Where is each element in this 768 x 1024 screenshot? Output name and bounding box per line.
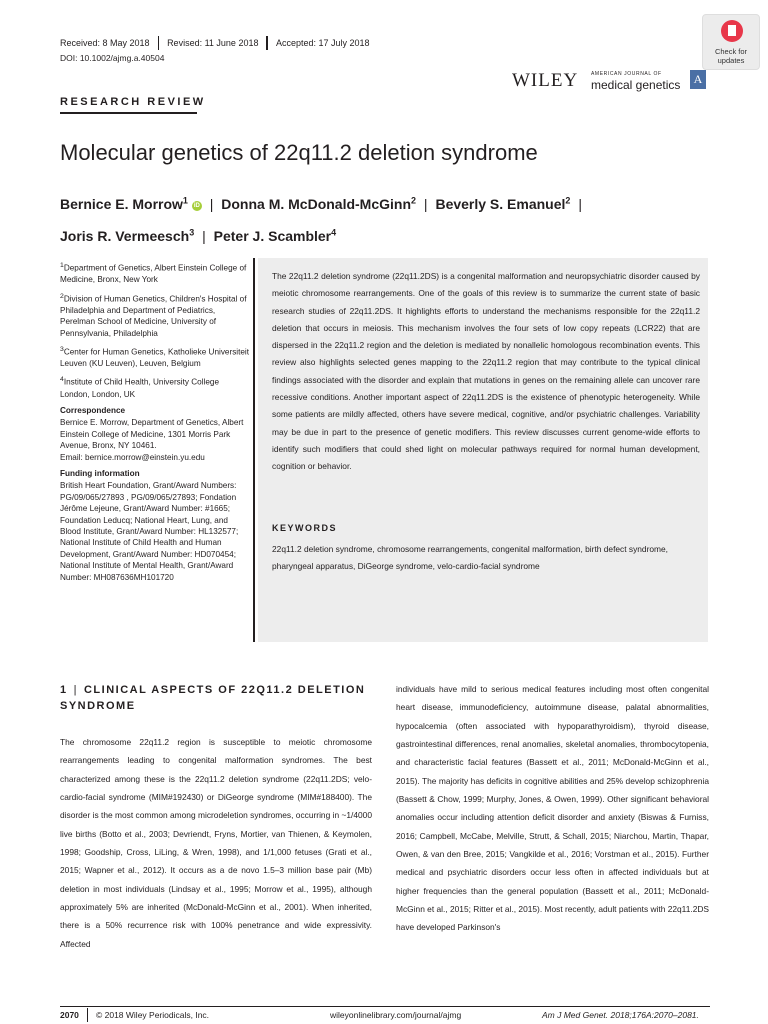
- author[interactable]: Donna M. McDonald-McGinn$^2$: [221, 195, 417, 212]
- author[interactable]: Bernice E. Morrow$^1$: [60, 195, 188, 212]
- affiliation: $^4$Institute of Child Health, University College London, London, UK: [60, 376, 219, 399]
- received-date: Received: 8 May 2018: [60, 38, 150, 48]
- author[interactable]: Peter J. Scambler$^4$: [213, 227, 337, 245]
- affiliation: $^2$Division of Human Genetics, Children's Hospital of Philadelphia and Department of Pediatrics, Perelman School of Medicine, University of Pennsylvania, Philadelphia: [60, 292, 247, 338]
- section-rule: [60, 112, 197, 114]
- article-dates: [60, 36, 370, 50]
- correspondence-email[interactable]: Email: bernice.morrow@einstein.yu.edu: [60, 452, 205, 462]
- publisher-logo: WILEY: [512, 70, 579, 91]
- funding-text: British Heart Foundation, Grant/Award Numbers: PG/09/065/27893 , PG/09/065/27893; Fondation Jérôme Lejeune, Grant/Award Number: #1665; Foundation Leducq; National Heart, Lung, and Blood Institute, Grant/Award Number: HL132577; National Institute of Child Health and Human Development, Grant/Award Number: HD070454; National Institute of Mental Health, Grant/Award Number: MH087636MH101720: [60, 481, 239, 582]
- section-separator: |: [73, 684, 78, 696]
- section-type: RESEARCH REVIEW: [60, 96, 206, 108]
- section-title: CLINICAL ASPECTS OF 22Q11.2 DELETION SYNDROME: [60, 684, 366, 712]
- accepted-date: Accepted: 17 July 2018: [275, 38, 370, 48]
- journal-mark: A: [690, 70, 706, 89]
- keywords-text: 22q11.2 deletion syndrome, chromosome rearrangements, congenital malformation, birth defect syndrome, pharyngeal apparatus, DiGeorge syndrome, velo-cardio-facial syndrome: [272, 544, 668, 572]
- section-heading: [60, 682, 370, 714]
- keywords-heading: KEYWORDS: [272, 523, 338, 533]
- author-separator: |: [209, 195, 214, 212]
- date-divider: [266, 36, 268, 50]
- body-column-right: individuals have mild to serious medical features including most often congenital heart disease, immunodeficiency, autoimmune disease, palatal abnormalities, hypocalcemia (often associated with hypoparathyroidism), thyroid disease, gastrointestinal differences, renal anomalies, skeletal anomalies, thrombocytopenia, and characteristic facial features (Bassett et al., 2011; McDonald-McGinn et al., 2015). The majority has deficits in cognitive abilities and 25% develop schizophrenia (Bassett & Chow, 1999; Murphy, Jones, & Owen, 1999). Other significant behavioral anomalies occur including attention deficit disorder and anxiety (Biswas & Furniss, 2016; Campbell, McCabe, Melville, Strutt, & Schall, 2015; Niarchou, Martin, Thapar, Owen, & van den Bree, 2015; Vangkilde et al., 2016; Vorstman et al., 2015). Further medical and psychiatric disorders occur less often in affected individuals but at higher frequencies than the general population (Bassett et al., 2011; McDonald-McGinn et al., 2015; Ritter et al., 2015). Most recently, adult patients with 22q11.2DS have developed Parkinson's: [396, 684, 709, 933]
- date-divider: [158, 36, 160, 50]
- doi[interactable]: DOI: 10.1002/ajmg.a.40504: [60, 53, 165, 63]
- journal-name: medical genetics: [591, 78, 681, 92]
- affiliations-sidebar: [60, 260, 250, 588]
- body-column-left: The chromosome 22q11.2 region is susceptible to meiotic chromosome rearrangements leading to congenital malformation syndromes. The best characterized among these is the 22q11.2 deletion syndrome (22q11.2DS; velo-cardio-facial syndrome (MIM#192430) or DiGeorge syndrome (MIM#188400). The disorder is the most common among microdeletion syndromes, occurring in ~1/4000 live births (Botto et al., 2003; Devriendt, Fryns, Mortier, van Thienen, & Keymolen, 1998; Goodship, Cross, LiLing, & Wren, 1998), and 1/1,000 fetuses (Grati et al., 2015; Wapner et al., 2012). It occurs as a de novo 1.5–3 million base pair (Mb) deletion in most individuals (Lindsay et al., 1995; Morrow et al., 1995), although approximately 5% are inherited (McDonald-McGinn et al., 2001). When inherited, there is a 50% recurrence risk with 100% penetrance and wide expressivity. Affected: [60, 737, 372, 949]
- page-number: 2070: [60, 1010, 79, 1020]
- correspondence-text: Bernice E. Morrow, Department of Genetics, Albert Einstein College of Medicine, 1301 Morris Park Avenue, Bronx, NY 10461.: [60, 418, 244, 451]
- section-number: 1: [60, 684, 68, 696]
- orcid-icon[interactable]: iD: [193, 202, 200, 209]
- footer-divider: [87, 1008, 88, 1022]
- check-for-updates-icon: [721, 20, 743, 42]
- journal-url[interactable]: wileyonlinelibrary.com/journal/ajmg: [330, 1010, 462, 1020]
- affiliation: $^1$Department of Genetics, Albert Einstein College of Medicine, Bronx, New York: [60, 262, 247, 285]
- journal-name-small: AMERICAN JOURNAL OF: [591, 71, 662, 77]
- copyright: © 2018 Wiley Periodicals, Inc.: [96, 1010, 210, 1020]
- author-separator: |: [423, 195, 428, 212]
- check-for-updates-label: Check for updates: [714, 47, 748, 65]
- revised-date: Revised: 11 June 2018: [167, 38, 259, 48]
- citation: Am J Med Genet. 2018;176A:2070–2081.: [542, 1010, 699, 1020]
- correspondence-heading: Correspondence: [60, 406, 126, 415]
- author-separator: |: [578, 195, 582, 212]
- sidebar-divider: [253, 258, 255, 642]
- author-separator: |: [202, 228, 206, 245]
- author-list: [60, 186, 700, 251]
- author[interactable]: Joris R. Vermeesch$^3$: [60, 227, 195, 245]
- abstract-text: The 22q11.2 deletion syndrome (22q11.2DS) is a congenital malformation and neuropsychiatric disorder caused by meiotic chromosome rearrangements. One of the goals of this review is to summarize the current state of basic research studies of 22q11.2DS. It highlights efforts to understand the mechanisms responsible for the 22q11.2 deletion that occurs in meiosis. This mechanism involves the four sets of low copy repeats (LCR22) that are dispersed in the 22q11.2 region and the deletion is mediated by nonallelic homologous recombination events. This review also highlights selected genes mapping to the 22q11.2 region that may contribute to the typical clinical findings associated with the disorder and explain that mutations in genes on the remaining allele can uncover rare recessive conditions. Another important aspect of 22q11.2DS is the existence of phenotypic heterogeneity. While some patients are mildly affected, others have severe medical, cognitive, and/or psychiatric challenges. Variability may be due in part to the presence of genetic modifiers. This review discusses current genome-wide efforts to identify such modifiers that could shed light on molecular pathways required for normal human development, cognition or behavior.: [272, 271, 700, 472]
- affiliation: $^3$Center for Human Genetics, Katholieke Universiteit Leuven (KU Leuven), Leuven, Belgium: [60, 345, 250, 369]
- article-title: Molecular genetics of 22q11.2 deletion syndrome: [60, 140, 538, 165]
- check-for-updates-button[interactable]: [702, 14, 760, 70]
- author[interactable]: Beverly S. Emanuel$^2$: [435, 195, 571, 212]
- footer-rule: [60, 1006, 710, 1007]
- funding-heading: Funding information: [60, 469, 140, 479]
